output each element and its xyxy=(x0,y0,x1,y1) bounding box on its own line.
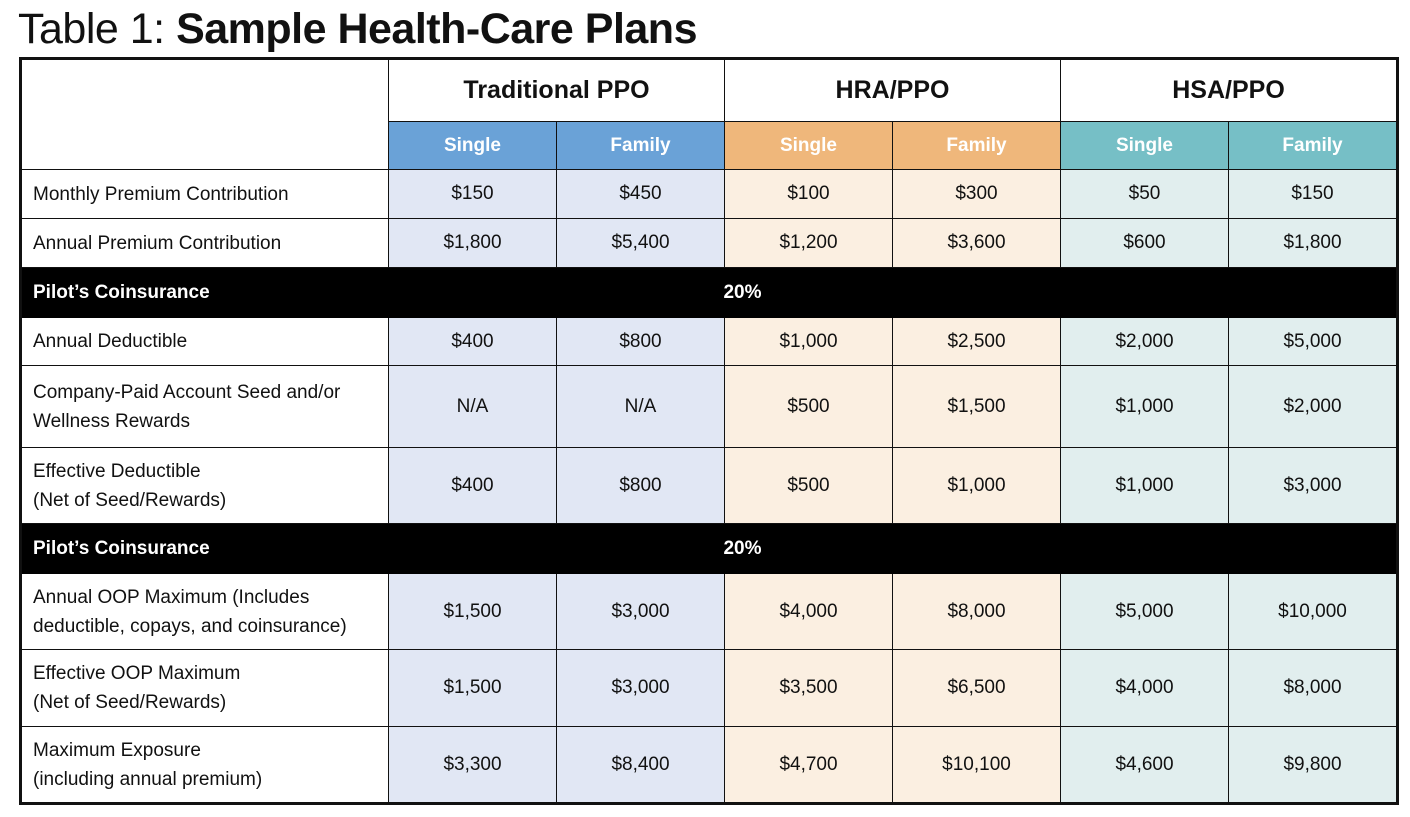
cell-traditional-single: $1,800 xyxy=(389,219,557,268)
cell-hsa-family: $10,000 xyxy=(1229,574,1398,650)
row-label-line: Annual Premium Contribution xyxy=(33,232,282,254)
cell-hsa-family: $150 xyxy=(1229,170,1398,219)
row-label-line: Annual Deductible xyxy=(33,331,188,352)
cell-hra-family: $6,500 xyxy=(893,650,1061,727)
cell-traditional-family: $800 xyxy=(557,448,725,524)
cell-hsa-single: $4,000 xyxy=(1061,650,1229,727)
row-label-line: Effective Deductible xyxy=(33,460,201,482)
cell-hra-family: $8,000 xyxy=(893,574,1061,650)
row-label xyxy=(21,574,389,650)
table-title-prefix: Table 1: xyxy=(18,5,165,53)
cell-hra-family: $1,000 xyxy=(893,448,1061,524)
cell-hra-single: $1,000 xyxy=(725,318,893,366)
corner-cell xyxy=(21,59,389,170)
table-row xyxy=(21,650,1398,727)
row-label xyxy=(21,727,389,804)
cell-traditional-family: $5,400 xyxy=(557,219,725,268)
band-value: 20% xyxy=(389,524,1398,574)
cell-hra-single: $100 xyxy=(725,170,893,219)
row-label xyxy=(21,650,389,727)
coinsurance-band-row xyxy=(21,524,1398,574)
table-row xyxy=(21,574,1398,650)
cell-traditional-single: $3,300 xyxy=(389,727,557,804)
band-label: Pilot’s Coinsurance xyxy=(21,524,389,574)
cell-hra-family: $300 xyxy=(893,170,1061,219)
cell-hsa-single: $1,000 xyxy=(1061,366,1229,448)
row-label-line: Annual OOP Maximum (Includes xyxy=(33,586,310,608)
cell-traditional-family: $800 xyxy=(557,318,725,366)
cell-hsa-family: $5,000 xyxy=(1229,318,1398,366)
plan-header-traditional-ppo: Traditional PPO xyxy=(389,59,725,122)
plan-header-hsa-ppo: HSA/PPO xyxy=(1061,59,1398,122)
table-row xyxy=(21,366,1398,448)
cell-hsa-single: $50 xyxy=(1061,170,1229,219)
cell-traditional-single: $1,500 xyxy=(389,650,557,727)
row-label-line: Company-Paid Account Seed and/or xyxy=(33,381,341,403)
cell-traditional-family: N/A xyxy=(557,366,725,448)
subheader-hsa-single: Single xyxy=(1061,122,1229,170)
plan-header-hra-ppo: HRA/PPO xyxy=(725,59,1061,122)
cell-hsa-single: $4,600 xyxy=(1061,727,1229,804)
cell-hra-single: $500 xyxy=(725,448,893,524)
cell-traditional-single: $1,500 xyxy=(389,574,557,650)
table-title xyxy=(18,4,697,54)
table-row xyxy=(21,170,1398,219)
row-label xyxy=(21,219,389,268)
row-label-line: Maximum Exposure xyxy=(33,739,201,761)
cell-hsa-single: $1,000 xyxy=(1061,448,1229,524)
cell-hsa-family: $2,000 xyxy=(1229,366,1398,448)
row-label-line: deductible, copays, and coinsurance) xyxy=(33,615,347,637)
table-row xyxy=(21,318,1398,366)
row-label xyxy=(21,448,389,524)
band-value: 20% xyxy=(389,268,1398,318)
plan-header-row xyxy=(21,59,1398,122)
row-label-line: (Net of Seed/Rewards) xyxy=(33,489,227,511)
subheader-traditional-single: Single xyxy=(389,122,557,170)
cell-hsa-family: $1,800 xyxy=(1229,219,1398,268)
subheader-hra-single: Single xyxy=(725,122,893,170)
table-row xyxy=(21,727,1398,804)
row-label xyxy=(21,366,389,448)
cell-hra-family: $1,500 xyxy=(893,366,1061,448)
cell-traditional-single: $150 xyxy=(389,170,557,219)
row-label-line: (including annual premium) xyxy=(33,768,263,790)
cell-traditional-family: $450 xyxy=(557,170,725,219)
cell-hra-family: $10,100 xyxy=(893,727,1061,804)
row-label-line: (Net of Seed/Rewards) xyxy=(33,692,227,713)
cell-hra-single: $4,000 xyxy=(725,574,893,650)
row-label-line: Effective OOP Maximum xyxy=(33,663,241,684)
health-plans-table xyxy=(19,57,1399,805)
cell-traditional-family: $8,400 xyxy=(557,727,725,804)
table-row xyxy=(21,448,1398,524)
cell-traditional-family: $3,000 xyxy=(557,650,725,727)
cell-hra-family: $2,500 xyxy=(893,318,1061,366)
subheader-hsa-family: Family xyxy=(1229,122,1398,170)
cell-traditional-family: $3,000 xyxy=(557,574,725,650)
cell-hra-single: $3,500 xyxy=(725,650,893,727)
cell-hsa-family: $3,000 xyxy=(1229,448,1398,524)
cell-traditional-single: $400 xyxy=(389,318,557,366)
cell-hsa-single: $600 xyxy=(1061,219,1229,268)
row-label-line: Monthly Premium Contribution xyxy=(33,183,289,205)
cell-hra-single: $4,700 xyxy=(725,727,893,804)
cell-traditional-single: N/A xyxy=(389,366,557,448)
cell-hsa-family: $8,000 xyxy=(1229,650,1398,727)
subheader-traditional-family: Family xyxy=(557,122,725,170)
cell-hsa-family: $9,800 xyxy=(1229,727,1398,804)
table-row xyxy=(21,219,1398,268)
row-label xyxy=(21,170,389,219)
coinsurance-band-row xyxy=(21,268,1398,318)
cell-hsa-single: $5,000 xyxy=(1061,574,1229,650)
cell-traditional-single: $400 xyxy=(389,448,557,524)
row-label xyxy=(21,318,389,366)
table-title-main: Sample Health-Care Plans xyxy=(176,5,697,53)
cell-hra-single: $500 xyxy=(725,366,893,448)
cell-hsa-single: $2,000 xyxy=(1061,318,1229,366)
band-label: Pilot’s Coinsurance xyxy=(21,268,389,318)
row-label-line: Wellness Rewards xyxy=(33,410,190,432)
cell-hra-single: $1,200 xyxy=(725,219,893,268)
cell-hra-family: $3,600 xyxy=(893,219,1061,268)
subheader-hra-family: Family xyxy=(893,122,1061,170)
